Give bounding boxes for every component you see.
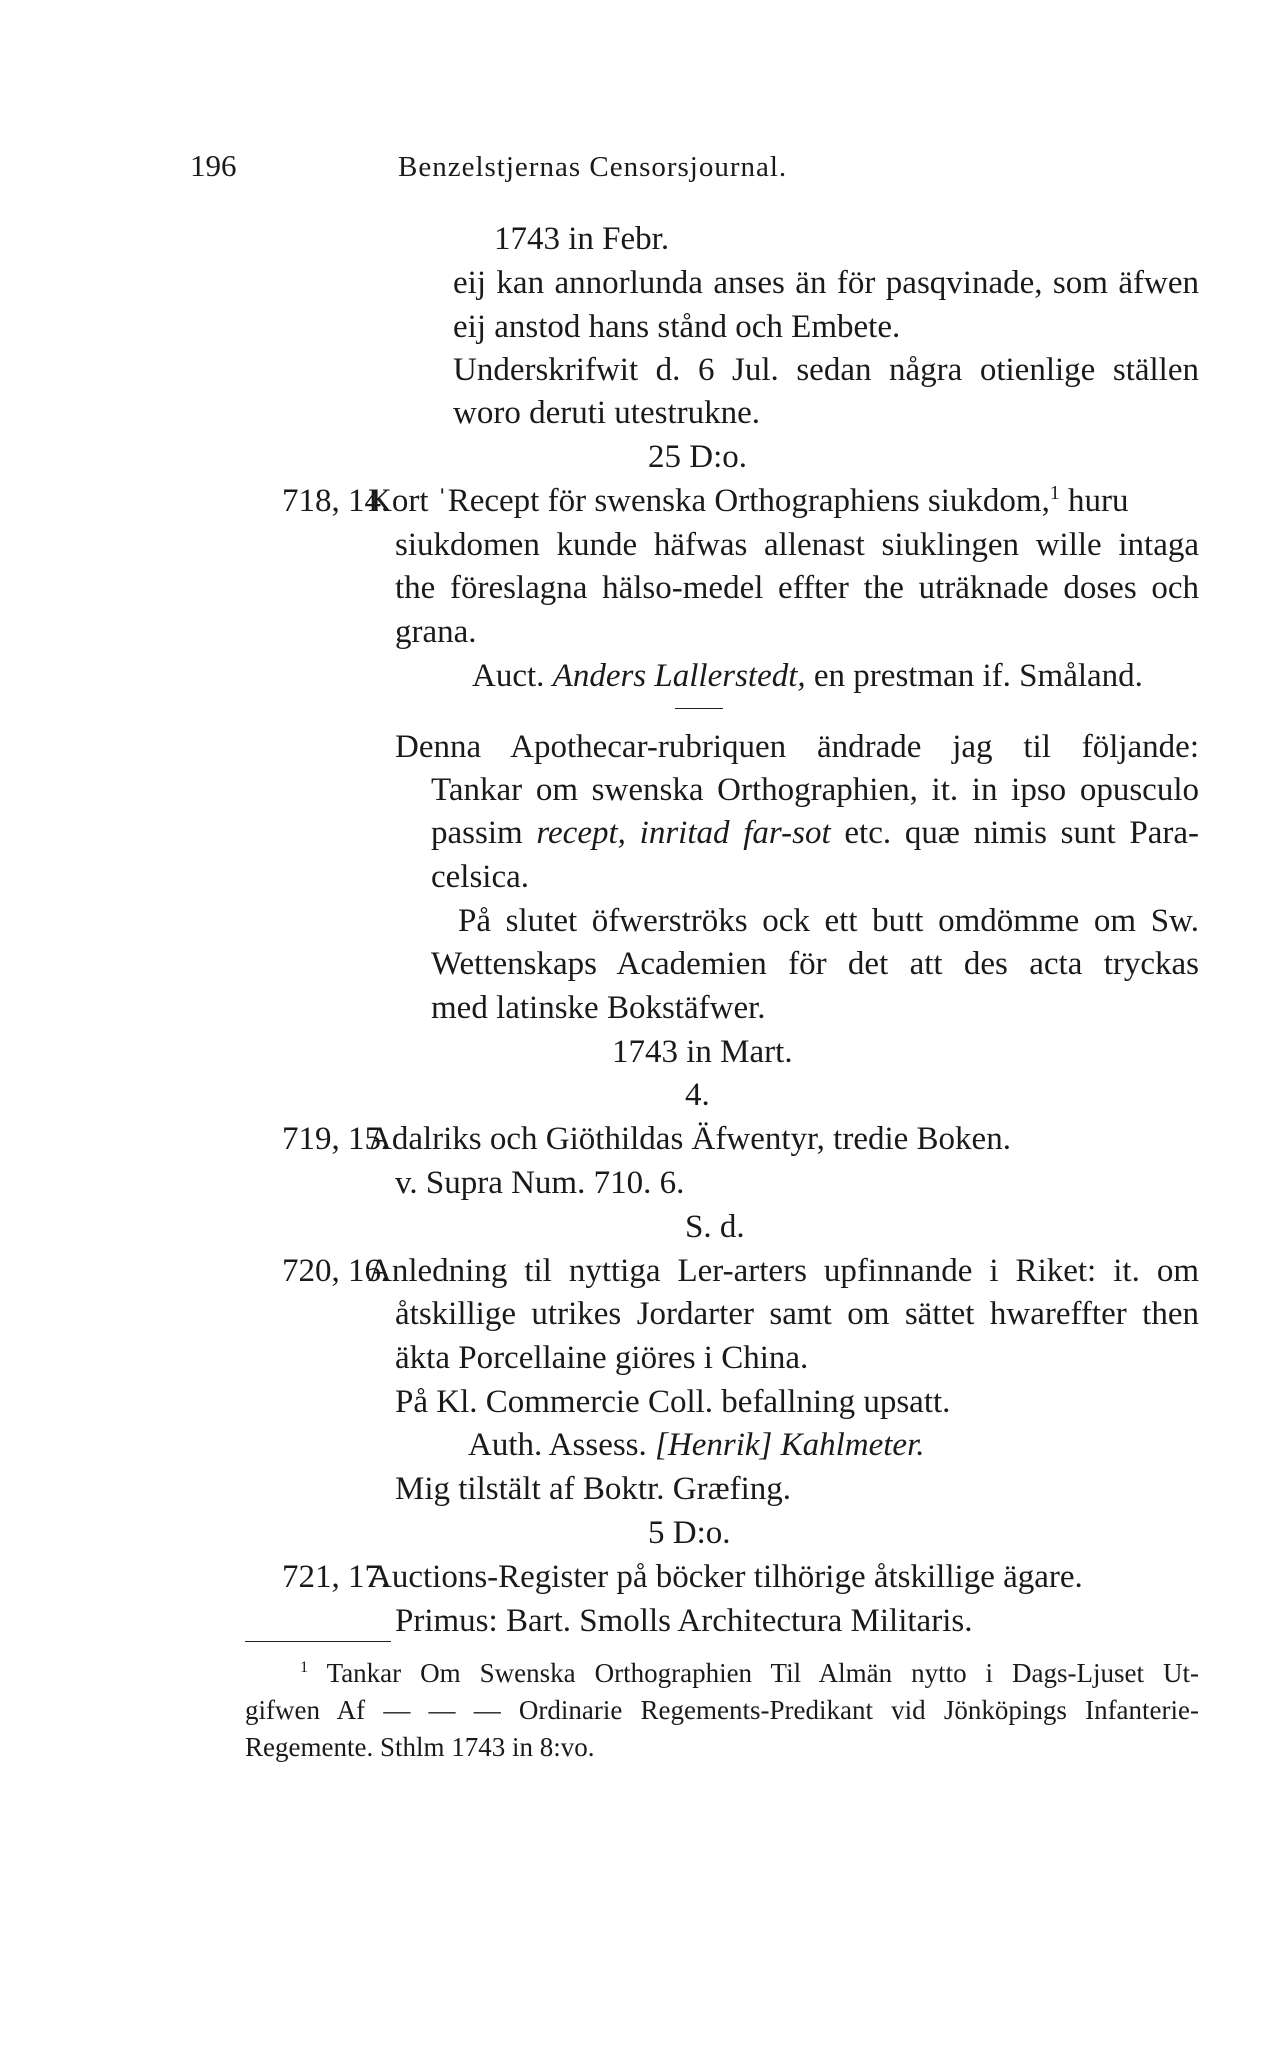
author-firstname: [Henrik] [655,1427,773,1463]
text-line: the föreslagna hälso-medel effter the uträknade doses och [395,570,1199,606]
text-line: v. Supra Num. 710. 6. [395,1165,685,1201]
text-line: åtskillige utrikes Jordarter samt om sättet hwareffter then [395,1296,1199,1332]
text-line: Tankar om swenska Orthographien, it. in ipso opusculo [431,772,1199,808]
text-line: Auctions-Register på böcker tilhörige åtskillige ägare. [368,1559,1083,1595]
footnote-rule [245,1641,391,1642]
entry-number: 718, 14. [282,483,390,519]
text-line [431,813,1199,853]
text-line: äkta Porcellaine giöres i China. [395,1340,809,1376]
text-line: woro deruti utestrukne. [453,395,761,431]
author-line [472,656,1143,696]
footnote-text: Tankar Om Swenska Orthographien Til Almän nytto i Dags-Ljuset Ut- [326,1658,1199,1688]
italic-term: recept, [536,815,626,851]
text-line: Underskrifwit d. 6 Jul. sedan några otienlige ställen [453,352,1199,388]
text-line: Denna Apothecar-rubriquen ändrade jag til följande: [395,729,1199,765]
date-heading: 1743 in Febr. [494,221,670,257]
footnote-line: gifwen Af — — — Ordinarie Regements-Predikant vid Jönköpings Infanterie- [245,1695,1199,1725]
entry-title: Kort ˈRecept för swenska Orthographiens siukdom, [368,483,1050,519]
author-name: Anders Lallerstedt, [552,658,806,694]
text-line: Mig tilstält af Boktr. Græfing. [395,1471,791,1507]
text-line: celsica. [431,859,530,895]
text-line: med latinske Bokstäfwer. [431,990,766,1026]
entry-number: 719, 15. [282,1121,390,1157]
date-heading: 1743 in Mart. [612,1034,793,1070]
text-line: eij anstod hans stånd och Embete. [453,309,901,345]
entry-number: 721, 17. [282,1559,390,1595]
date-day: 4. [685,1077,710,1113]
page-number: 196 [190,148,237,183]
text-span: etc. quæ nimis sunt Para- [844,815,1200,851]
text-line: På Kl. Commercie Coll. befallning upsatt. [395,1384,951,1420]
text-line: Adalriks och Giöthildas Äfwentyr, tredie Boken. [368,1121,1011,1157]
text-line: Primus: Bart. Smolls Architectura Militaris. [395,1603,973,1639]
text-line: Anledning til nyttiga Ler-arters upfinnande i Riket: it. om [368,1253,1199,1289]
date-heading: 5 D:o. [648,1515,731,1551]
author-surname: Kahlmeter. [780,1427,925,1463]
entry-title-cont: huru [1068,483,1129,519]
footnote-line [300,1656,1199,1690]
running-title: Benzelstjernas Censorsjournal. [398,151,788,183]
text-line [368,481,1129,521]
text-span: passim [431,815,523,851]
footnote-ref: 1 [1049,482,1060,504]
auct-label: Auct. [472,658,545,694]
italic-term: far-sot [743,815,831,851]
entry-number: 720, 16. [282,1253,390,1289]
separator-rule [675,708,723,709]
footnote-marker: 1 [300,1658,309,1676]
text-line: siukdomen kunde häfwas allenast siuklingen wille intaga [395,527,1199,563]
text-line: eij kan annorlunda anses än för pasqvinade, som äfwen [453,265,1199,301]
author-desc: en prestman if. Småland. [813,658,1143,694]
text-line: grana. [395,614,477,650]
footnote-line: Regemente. Sthlm 1743 in 8:vo. [245,1732,595,1762]
text-line: På slutet öfwerströks ock ett butt omdömme om Sw. [458,903,1199,939]
italic-term: inritad [639,815,730,851]
text-line: Wettenskaps Academien för det att des acta tryckas [431,946,1199,982]
date-heading: 25 D:o. [648,439,747,475]
auth-label: Auth. Assess. [468,1427,647,1463]
author-line [468,1425,925,1465]
date-heading: S. d. [685,1209,745,1245]
